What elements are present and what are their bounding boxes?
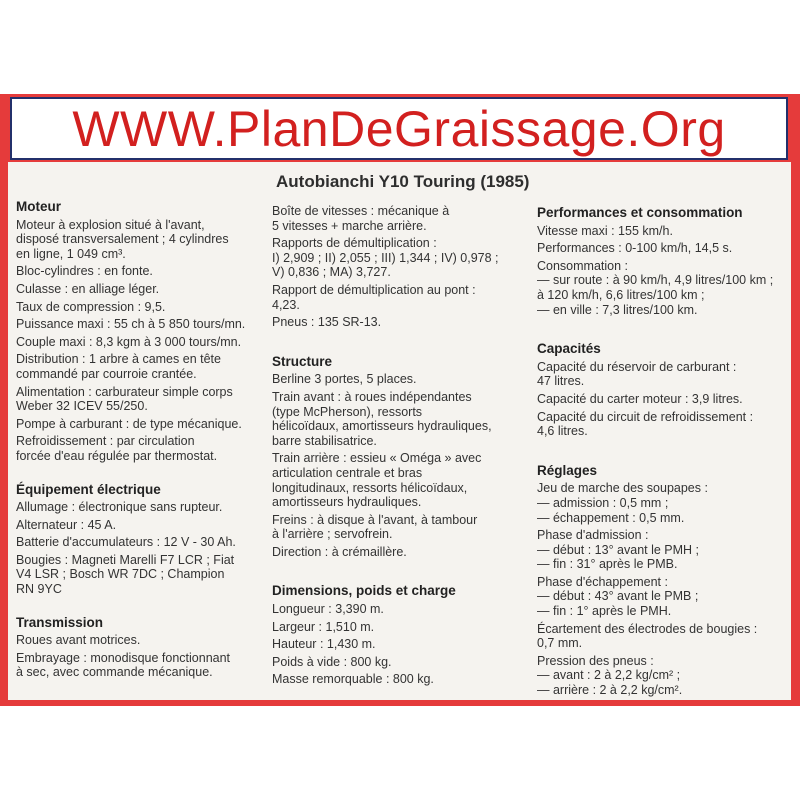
spec-item: Consommation : — sur route : à 90 km/h, 4,9 litres/100 km ; à 120 km/h, 6,6 litres/100 km ; — en ville : 7,3 litres/100 km. [537,258,774,317]
section-title-dimensions: Dimensions, poids et charge [272,583,456,599]
spec-item: Roues avant motrices. [16,633,141,648]
spec-item: Phase d'échappement : — début : 43° avant le PMB ; — fin : 1° après le PMH. [537,574,699,619]
website-banner [10,97,788,160]
spec-item: Vitesse maxi : 155 km/h. [537,223,673,238]
spec-item: Taux de compression : 9,5. [16,299,166,314]
spec-item: Longueur : 3,390 m. [272,602,384,617]
spec-item: Distribution : 1 arbre à cames en tête commandé par courroie crantée. [16,352,221,381]
document-title: Autobianchi Y10 Touring (1985) [276,172,530,191]
spec-item: Poids à vide : 800 kg. [272,654,392,669]
spec-item: Performances : 0-100 km/h, 14,5 s. [537,241,733,256]
spec-column-3 [537,206,785,701]
spec-item: Moteur à explosion situé à l'avant, disposé transversalement ; 4 cylindres en ligne, 1 049 cm³. [16,217,229,261]
spec-item: Écartement des électrodes de bougies : 0,7 mm. [537,621,758,651]
spec-column-2 [272,204,522,690]
spec-item: Embrayage : monodisque fonctionnant à sec, avec commande mécanique. [16,650,231,680]
spec-item: Capacité du carter moteur : 3,9 litres. [537,391,743,406]
spec-item: Capacité du circuit de refroidissement : 4,6 litres. [537,409,754,439]
spec-item: Bloc-cylindres : en fonte. [16,264,153,279]
spec-item: Batterie d'accumulateurs : 12 V - 30 Ah. [16,535,236,550]
spec-item: Train avant : à roues indépendantes (type McPherson), ressorts hélicoïdaux, amortisseurs hydrauliques, barre stabilisatrice. [272,389,492,448]
spec-column-1 [16,200,266,683]
spec-item: Alternateur : 45 A. [16,517,117,532]
section-title-structure: Structure [272,353,333,369]
spec-item: Culasse : en alliage léger. [16,281,160,296]
website-url-text: WWW.PlanDeGraissage.Org [72,100,726,157]
spec-item: Berline 3 portes, 5 places. [272,372,417,387]
spec-item: Bougies : Magneti Marelli F7 LCR ; Fiat V4 LSR ; Bosch WR 7DC ; Champion RN 9YC [16,552,235,597]
spec-item: Puissance maxi : 55 ch à 5 850 tours/mn. [16,317,246,332]
spec-item: Refroidissement : par circulation forcée d'eau régulée par thermostat. [16,434,218,463]
section-title-capacites: Capacités [537,341,601,357]
spec-item: Capacité du réservoir de carburant : 47 litres. [537,359,737,389]
spec-item: Largeur : 1,510 m. [272,619,375,634]
spec-item: Allumage : électronique sans rupteur. [16,500,223,515]
spec-item: Rapports de démultiplication : I) 2,909 ; II) 2,055 ; III) 1,344 ; IV) 0,978 ; V) 0,836 ; MA) 3,727. [272,236,499,280]
spec-item: Couple maxi : 8,3 kgm à 3 000 tours/mn. [16,334,242,349]
spec-item: Boîte de vitesses : mécanique à 5 vitesses + marche arrière. [272,204,450,233]
spec-item: Masse remorquable : 800 kg. [272,672,434,687]
spec-item: Pression des pneus : — avant : 2 à 2,2 kg/cm² ; — arrière : 2 à 2,2 kg/cm². [537,653,683,698]
spec-item: Freins : à disque à l'avant, à tambour à l'arrière ; servofrein. [272,512,478,542]
section-title-transmission: Transmission [16,614,104,630]
spec-item: Pneus : 135 SR-13. [272,315,382,330]
spec-item: Pompe à carburant : de type mécanique. [16,416,242,431]
spec-item: Jeu de marche des soupapes : — admission : 0,5 mm ; — échappement : 0,5 mm. [537,481,708,525]
spec-item: Direction : à crémaillère. [272,544,407,559]
section-title-equipement-electrique: Équipement électrique [16,481,161,497]
section-title-performances: Performances et consommation [537,205,743,220]
spec-item: Rapport de démultiplication au pont : 4,23. [272,282,476,312]
spec-item: Train arrière : essieu « Oméga » avec articulation centrale et bras longitudinaux, ressorts hélicoïdaux, amortisseurs hydrauliques. [272,451,482,510]
section-title-reglages: Réglages [537,462,598,478]
spec-item: Hauteur : 1,430 m. [272,637,376,652]
spec-item: Phase d'admission : — début : 13° avant le PMH ; — fin : 31° après le PMB. [537,528,700,572]
spec-item: Alimentation : carburateur simple corps Weber 32 ICEV 55/250. [16,384,233,414]
section-title-moteur: Moteur [16,199,61,214]
